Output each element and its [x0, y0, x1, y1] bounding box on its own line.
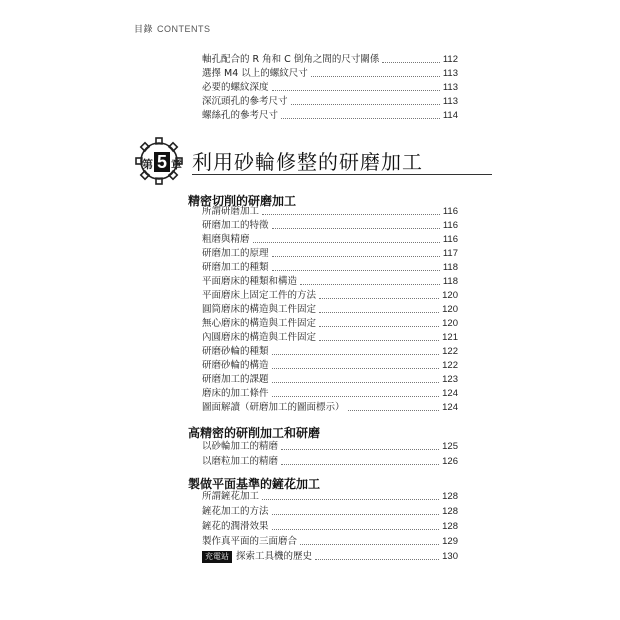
toc-entry-label: 軸孔配合的 R 角和 C 倒角之間的尺寸關係	[202, 54, 380, 65]
chapter-heading	[134, 136, 494, 188]
toc-entry-label: 圖面解讀（研磨加工的圖面標示）	[202, 402, 345, 413]
toc-entry-page: 120	[442, 304, 458, 315]
toc-entry[interactable]	[202, 109, 458, 122]
toc-entry-page: 122	[442, 346, 458, 357]
toc-entry-page: 129	[442, 536, 458, 547]
toc-entry-label: 螺絲孔的參考尺寸	[202, 110, 279, 121]
header-zh: 目錄	[134, 25, 154, 35]
header-en: CONTENTS	[157, 24, 211, 34]
toc-entry-label: 深沉頭孔的參考尺寸	[202, 96, 288, 107]
toc-entry-label-text: 探索工具機的歷史	[236, 551, 313, 562]
toc-entry-label: 研磨加工的原理	[202, 248, 269, 259]
toc-entry-page: 125	[442, 441, 458, 452]
toc-entry[interactable]	[202, 505, 458, 518]
leader-dots	[272, 90, 440, 91]
leader-dots	[319, 326, 439, 327]
toc-entry-label: 圓筒磨床的構造與工件固定	[202, 304, 317, 315]
toc-entry-label	[202, 550, 312, 563]
toc-entry[interactable]	[202, 275, 458, 288]
leader-dots	[281, 449, 439, 450]
toc-entry-label: 粗磨與精磨	[202, 234, 250, 245]
toc-entry-label: 平面磨床上固定工件的方法	[202, 290, 317, 301]
leader-dots	[272, 368, 440, 369]
toc-entry[interactable]	[202, 440, 458, 453]
toc-entry-label: 內圓磨床的構造與工件固定	[202, 332, 317, 343]
leader-dots	[300, 544, 439, 545]
leader-dots	[281, 118, 440, 119]
toc-entry-page: 116	[442, 206, 458, 217]
leader-dots	[272, 270, 440, 271]
leader-dots	[315, 559, 439, 560]
leader-dots	[348, 410, 440, 411]
leader-dots	[319, 340, 439, 341]
leader-dots	[319, 298, 439, 299]
toc-entry-page: 116	[442, 220, 458, 231]
toc-entry-label: 鏟花的潤滑效果	[202, 521, 269, 532]
toc-entry[interactable]	[202, 490, 458, 503]
leader-dots	[272, 354, 440, 355]
section-title: 高精密的研削加工和研磨	[188, 426, 321, 440]
toc-entry-page: 124	[442, 402, 458, 413]
toc-entry[interactable]	[202, 535, 458, 548]
chapter-number-label	[142, 152, 182, 173]
toc-entry[interactable]	[202, 401, 458, 414]
toc-entry[interactable]	[202, 331, 458, 344]
chapter-suffix: 章	[171, 158, 183, 171]
toc-entry-page: 113	[442, 96, 458, 107]
toc-entry[interactable]	[202, 81, 458, 94]
toc-entry[interactable]	[202, 359, 458, 372]
toc-entry-label: 無心磨床的構造與工件固定	[202, 318, 317, 329]
toc-entry[interactable]	[202, 520, 458, 533]
toc-entry-page: 114	[442, 110, 458, 121]
toc-entry-page: 120	[442, 318, 458, 329]
toc-entry-label: 必要的螺紋深度	[202, 82, 269, 93]
toc-entry-page: 112	[442, 54, 458, 65]
toc-entry-label: 研磨砂輪的構造	[202, 360, 269, 371]
toc-entry[interactable]	[202, 233, 458, 246]
toc-entry-page: 120	[442, 290, 458, 301]
toc-entry-page: 116	[442, 234, 458, 245]
section-title: 精密切削的研磨加工	[188, 194, 297, 208]
sidebar-badge: 充電站	[202, 551, 232, 563]
chapter-title: 利用砂輪修整的研磨加工	[192, 150, 423, 174]
leader-dots	[272, 529, 440, 530]
toc-entry[interactable]	[202, 247, 458, 260]
toc-entry[interactable]	[202, 95, 458, 108]
toc-entry-label: 研磨加工的特徵	[202, 220, 269, 231]
toc-entry-page: 113	[442, 68, 458, 79]
toc-entry-label: 所謂鏟花加工	[202, 491, 260, 502]
toc-entry-page: 123	[442, 374, 458, 385]
toc-entry-page: 117	[442, 248, 458, 259]
toc-entry-page: 128	[442, 491, 458, 502]
leader-dots	[291, 104, 440, 105]
leader-dots	[272, 396, 440, 397]
leader-dots	[272, 228, 440, 229]
toc-entry-label: 鏟花加工的方法	[202, 506, 269, 517]
toc-entry-page: 113	[442, 82, 458, 93]
leader-dots	[262, 499, 439, 500]
toc-entry[interactable]	[202, 289, 458, 302]
leader-dots	[311, 76, 440, 77]
toc-entry[interactable]	[202, 373, 458, 386]
toc-entry-label: 製作真平面的三面磨合	[202, 536, 298, 547]
toc-entry-label: 平面磨床的種類和構造	[202, 276, 298, 287]
toc-entry[interactable]	[202, 53, 458, 66]
toc-entry[interactable]	[202, 303, 458, 316]
toc-entry-page: 124	[442, 388, 458, 399]
toc-entry-page: 122	[442, 360, 458, 371]
section-title: 製做平面基準的鏟花加工	[188, 477, 321, 491]
running-header	[134, 22, 211, 35]
toc-entry[interactable]	[202, 67, 458, 80]
toc-entry[interactable]	[202, 345, 458, 358]
toc-entry[interactable]	[202, 317, 458, 330]
leader-dots	[281, 464, 439, 465]
toc-entry-page: 128	[442, 506, 458, 517]
leader-dots	[272, 382, 440, 383]
leader-dots	[262, 214, 440, 215]
toc-entry-label: 以磨粒加工的精磨	[202, 456, 279, 467]
leader-dots	[253, 242, 440, 243]
toc-entry[interactable]	[202, 219, 458, 232]
leader-dots	[272, 256, 440, 257]
toc-entry-page: 126	[442, 456, 458, 467]
toc-entry-label: 以砂輪加工的精磨	[202, 441, 279, 452]
chapter-prefix: 第	[142, 158, 153, 171]
toc-entry-label: 研磨砂輪的種類	[202, 346, 269, 357]
leader-dots	[272, 514, 440, 515]
toc-entry-page: 121	[442, 332, 458, 343]
toc-entry-label: 選擇 M4 以上的螺紋尺寸	[202, 68, 308, 79]
toc-entry-label: 磨床的加工條件	[202, 388, 269, 399]
toc-entry-label: 研磨加工的課題	[202, 374, 269, 385]
leader-dots	[382, 62, 440, 63]
toc-entry[interactable]	[202, 550, 458, 563]
chapter-rule	[192, 174, 492, 175]
toc-entry[interactable]	[202, 455, 458, 468]
toc-entry-page: 118	[442, 262, 458, 273]
toc-entry-page: 118	[442, 276, 458, 287]
toc-entry-label: 所謂研磨加工	[202, 206, 260, 217]
leader-dots	[319, 312, 439, 313]
toc-entry-page: 128	[442, 521, 458, 532]
toc-entry[interactable]	[202, 387, 458, 400]
toc-entry[interactable]	[202, 205, 458, 218]
chapter-number: 5	[154, 152, 170, 172]
leader-dots	[300, 284, 440, 285]
toc-entry-page: 130	[442, 551, 458, 562]
toc-entry-label: 研磨加工的種類	[202, 262, 269, 273]
toc-entry[interactable]	[202, 261, 458, 274]
